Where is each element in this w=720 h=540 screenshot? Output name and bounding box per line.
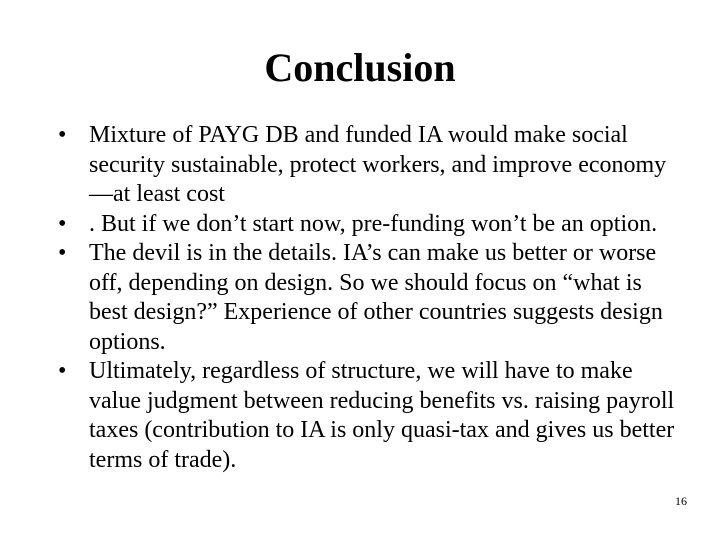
page-number: 16 bbox=[675, 494, 687, 508]
bullet-dot-icon: • bbox=[58, 210, 67, 237]
bullet-dot-icon: • bbox=[58, 122, 67, 148]
bullet-dot-icon: • bbox=[58, 240, 67, 266]
bullet-item-2 bbox=[58, 210, 678, 240]
bullet-text-1: Mixture of PAYG DB and funded IA would make social security sustainable, protect workers, and improve economy—at least cost bbox=[89, 122, 667, 207]
bullet-list bbox=[58, 121, 678, 475]
bullet-text-3: The devil is in the details. IA’s can make us better or worse off, depending on design. So we should focus on “what is best design?” Experience of other countries suggests design options. bbox=[89, 240, 663, 355]
bullet-item-3 bbox=[58, 239, 678, 357]
bullet-text-4: Ultimately, regardless of structure, we will have to make value judgment between reducing benefits vs. raising payroll taxes (contribution to IA is only quasi-tax and gives us better terms of trade). bbox=[89, 358, 675, 473]
bullet-text-2: . But if we don’t start now, pre-funding won’t be an option. bbox=[89, 210, 658, 237]
bullet-dot-icon: • bbox=[58, 358, 67, 384]
bullet-item-1 bbox=[58, 121, 678, 210]
bullet-item-4 bbox=[58, 357, 678, 475]
slide-title: Conclusion bbox=[264, 45, 456, 90]
